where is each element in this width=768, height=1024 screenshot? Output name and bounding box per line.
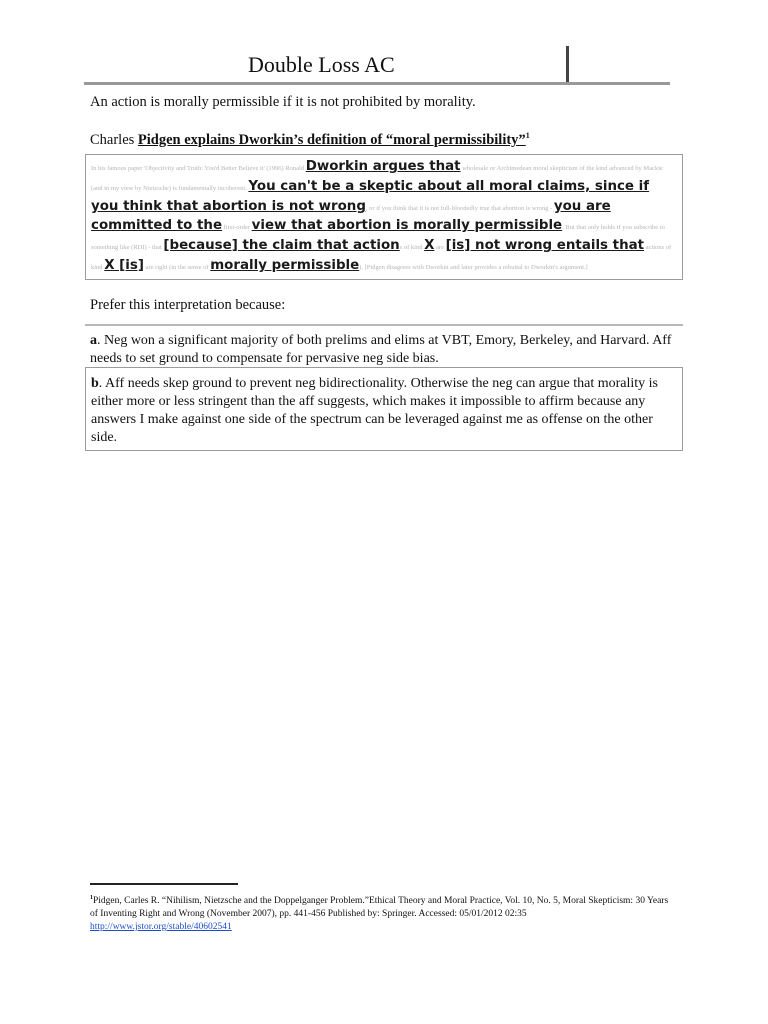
header-divider [566,46,569,84]
card-small-text: wholesale or Archimedean moral skepticism of the kind advanced by Mackie (and in my view by Nietzsche) is fundamentally incoherent. [91,165,663,192]
point-a-text: . Neg won a significant majority of both prelims and elims at VBT, Emory, Berkeley, and Harvard. Aff needs to set ground to compensate for pervasive neg side bias. [90,333,672,366]
card-small-text: ). [Pidgen disagrees with Dworkin and later provides a rebuttal to Dworkin's argument.] [359,263,588,271]
point-b-label: b [91,376,99,391]
card-highlight: you are committed to the [91,198,611,234]
footnote-marker[interactable]: 1 [525,131,530,140]
card-highlight: morally permissible [210,257,360,273]
point-b [85,367,683,451]
footnote-separator [90,883,238,885]
card-highlight: [because] the claim that action [163,238,400,254]
card-small-text: are [434,244,446,252]
card-tag [90,126,530,150]
point-a-label: a [90,333,97,348]
card-highlight: You can't be a skeptic about all moral claims, since if you think that abortion is not wrong [91,178,650,214]
footnote [90,892,670,934]
card-highlight: X [is] [104,257,144,273]
footnote-link[interactable]: http://www.jstor.org/stable/40602541 [90,922,232,933]
card-highlight: X [424,238,435,254]
card-text [91,158,676,277]
point-b-text: . Aff needs skep ground to prevent neg bidirectionality. Otherwise the neg can argue that morality is either more or less stringent than the aff suggests, which makes it impossible to affirm because any answers I make against one side of the spectrum can be leveraged against me as offense on the other side. [91,376,658,445]
card-small-text: first-order [222,224,252,232]
card-small-text: , or if you think that it is not full-bloodedly true that abortion is wrong - [365,204,554,212]
point-a [90,332,682,368]
header-rule [84,82,670,85]
page-header [84,46,670,84]
card-small-text: . But that only holds if you subscribe to something like (RDI) - that [91,224,665,252]
evidence-card [85,154,683,280]
footnote-citation: Pidgen, Carles R. “Nihilism, Nietzsche and the Doppelganger Problem.”Ethical Theory and Moral Practice, Vol. 10, No. 5, Moral Skepticism: 30 Years of Inventing Right and Wrong (November 2007), pp. 441-456 Published by: Springer. Accessed: 05/01/2012 02:35 [90,896,669,920]
card-small-text: s of kind [399,244,425,252]
card-highlight: Dworkin argues that [305,159,461,174]
card-highlight: [is] not wrong entails that [445,238,645,254]
resolution-definition: An action is morally permissible if it is not prohibited by morality. [90,94,476,110]
tag-text: Pidgen explains Dworkin’s definition of “moral permissibility” [137,131,526,148]
section-rule [85,324,683,326]
document-title: Double Loss AC [248,52,395,77]
card-small-text: In his famous paper 'Objectivity and Truth: You'd Better Believe it' (1996) Ronald [91,165,306,172]
prefer-heading: Prefer this interpretation because: [90,297,286,313]
card-highlight: view that abortion is morally permissible [251,218,563,234]
card-small-text: are right (in the sense of [143,263,211,271]
card-small-text: actions of kind [91,244,672,271]
footnote-number: 1 [90,895,93,901]
author-first-name: Charles [90,131,138,148]
